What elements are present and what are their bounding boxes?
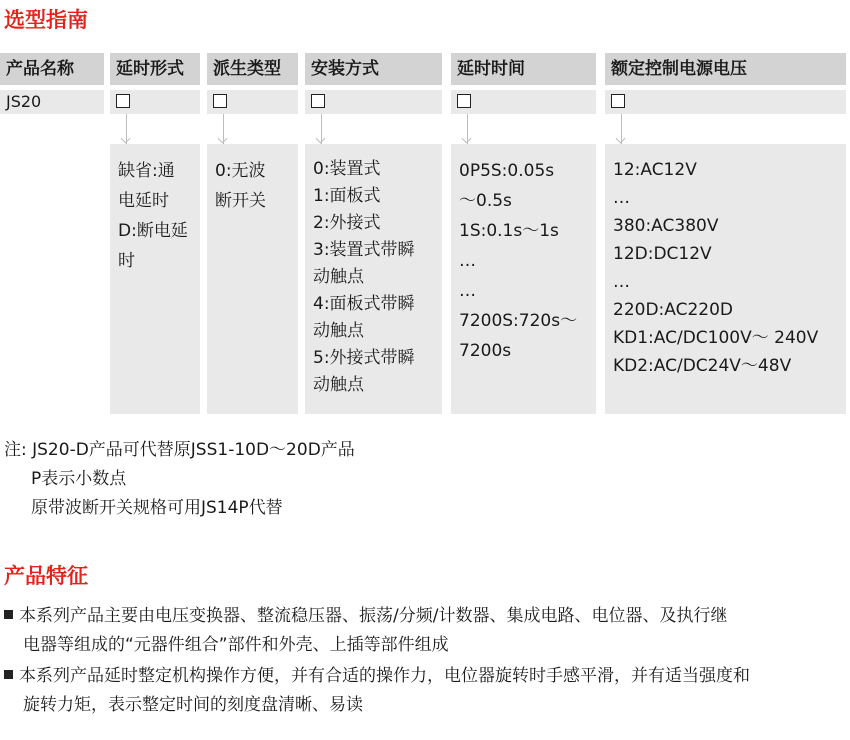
option-line: 缺省:通 (118, 161, 175, 181)
option-line: 0P5S:0.05s (459, 161, 555, 181)
option-line: … (459, 251, 476, 271)
down-arrow-icon (223, 114, 224, 144)
option-line: 电延时 (118, 191, 169, 211)
option-line: 动触点 (313, 375, 364, 395)
option-line: 3:装置式带瞬 (313, 240, 415, 260)
section-title-selection: 选型指南 (4, 8, 88, 32)
checkbox-placeholder (116, 94, 130, 108)
option-line: 4:面板式带瞬 (313, 294, 415, 314)
option-line: 7200s (459, 341, 512, 361)
option-line: D:断电延 (118, 221, 188, 241)
down-arrow-icon (321, 114, 322, 144)
options-control-voltage (605, 144, 846, 414)
note-line: 原带波断开关规格可用JS14P代替 (31, 498, 283, 518)
option-line: 0:无波 (215, 161, 266, 181)
options-delay-time (451, 144, 596, 414)
option-line: … (459, 281, 476, 301)
option-line: 动触点 (313, 321, 364, 341)
checkbox-placeholder (213, 94, 227, 108)
option-line: 12:AC12V (613, 160, 697, 180)
feature-text: 旋转力矩，表示整定时间的刻度盘清晰、易读 (23, 695, 363, 715)
option-line: … (613, 272, 630, 292)
code-box-mounting (305, 90, 442, 114)
option-line: 5:外接式带瞬 (313, 348, 415, 368)
option-line: 时 (118, 251, 135, 271)
header-derived-type: 派生类型 (207, 53, 298, 85)
feature-item (4, 602, 846, 660)
code-box-delay-time (451, 90, 596, 114)
header-control-voltage: 额定控制电源电压 (605, 53, 846, 85)
notes-block (4, 436, 355, 523)
note-line: P表示小数点 (31, 469, 127, 489)
header-delay-form: 延时形式 (110, 53, 200, 85)
option-line: 2:外接式 (313, 213, 381, 233)
feature-text: 本系列产品延时整定机构操作方便，并有合适的操作力，电位器旋转时手感平滑，并有适当强度和 (19, 666, 750, 686)
options-mounting (305, 144, 442, 414)
option-line: 1S:0.1s～1s (459, 221, 559, 241)
code-product: JS20 (0, 90, 104, 114)
option-line: KD2:AC/DC24V～48V (613, 356, 792, 376)
header-product-name: 产品名称 (0, 53, 104, 85)
option-line: ～0.5s (459, 191, 512, 211)
note-line: 注: JS20-D产品可代替原JSS1-10D～20D产品 (4, 440, 355, 460)
section-title-features: 产品特征 (4, 564, 88, 588)
code-box-control-voltage (605, 90, 846, 114)
checkbox-placeholder (311, 94, 325, 108)
feature-text: 电器等组成的“元器件组合”部件和外壳、上插等部件组成 (23, 635, 449, 655)
code-box-delay-form (110, 90, 200, 114)
option-line: 380:AC380V (613, 216, 719, 236)
option-line: … (613, 188, 630, 208)
header-delay-time: 延时时间 (451, 53, 596, 85)
checkbox-placeholder (457, 94, 471, 108)
option-line: 12D:DC12V (613, 244, 712, 264)
option-line: 0:装置式 (313, 159, 381, 179)
code-box-derived-type (207, 90, 298, 114)
header-mounting: 安装方式 (305, 53, 442, 85)
options-derived-type (207, 144, 298, 414)
option-line: 断开关 (215, 191, 266, 211)
option-line: 220D:AC220D (613, 300, 734, 320)
down-arrow-icon (126, 114, 127, 144)
option-line: 7200S:720s～ (459, 311, 578, 331)
option-line: KD1:AC/DC100V～ 240V (613, 328, 819, 348)
bullet-icon (4, 670, 13, 679)
option-line: 1:面板式 (313, 186, 381, 206)
checkbox-placeholder (611, 94, 625, 108)
options-delay-form (110, 144, 200, 414)
feature-text: 本系列产品主要由电压变换器、整流稳压器、振荡/分频/计数器、集成电路、电位器、及执行继 (19, 606, 728, 626)
down-arrow-icon (467, 114, 468, 144)
bullet-icon (4, 610, 13, 619)
feature-item (4, 662, 846, 720)
down-arrow-icon (621, 114, 622, 144)
option-line: 动触点 (313, 267, 364, 287)
